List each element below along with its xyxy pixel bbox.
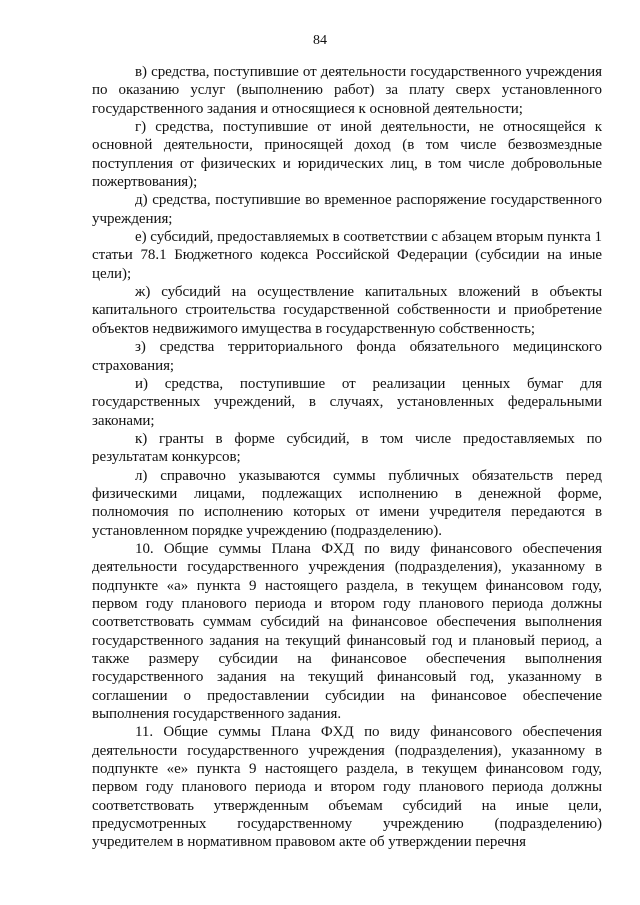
paragraph-item-zh: ж) субсидий на осуществление капитальных вложений в объекты капитального строительства государственной собственности и приобретение объектов недвижимого имущества в государственную собственность; [92, 284, 602, 337]
paragraph-section-10: 10. Общие суммы Плана ФХД по виду финансового обеспечения деятельности государственного учреждения (подразделения), указанному в подпункте «а» пункта 9 настоящего раздела, в текущем финансовом году, первом году планового периода и втором году планового периода должны соответствовать суммам субсидий на финансовое обеспечения выполнения государственного задания на текущий финансовый год и плановый период, а также размеру субсидии на финансовое обеспечения выполнения государственного задания на текущий финансовый год, указанному в соглашении о предоставлении субсидии на финансовое обеспечение выполнения государственного задания. [92, 540, 602, 723]
paragraph-item-d: д) средства, поступившие во временное распоряжение государственного учреждения; [92, 192, 602, 227]
paragraph-section-11: 11. Общие суммы Плана ФХД по виду финансового обеспечения деятельности государственного учреждения (подразделения), указанному в подпункте «е» пункта 9 настоящего раздела, в текущем финансовом году, первом году планового периода и втором году планового периода должны соответствовать утвержденным объемам субсидий на иные цели, предусмотренных государственному учреждению (подразделению) учредителем в нормативном правовом акте об утверждении перечня [92, 724, 602, 851]
page-number: 84 [313, 33, 327, 48]
paragraph-item-e: е) субсидий, предоставляемых в соответствии с абзацем вторым пункта 1 статьи 78.1 Бюджетного кодекса Российской Федерации (субсидии на иные цели); [92, 229, 602, 282]
paragraph-item-z: з) средства территориального фонда обязательного медицинского страхования; [92, 339, 602, 374]
document-body [92, 63, 602, 852]
paragraph-item-k: к) гранты в форме субсидий, в том числе предоставляемых по результатам конкурсов; [92, 430, 602, 466]
paragraph-item-l: л) справочно указываются суммы публичных обязательств перед физическими лицами, подлежащих исполнению в денежной форме, полномочия по исполнению которых от имени учредителя передаются в установленном порядке учреждению (подразделению). [92, 467, 602, 539]
paragraph-item-g: г) средства, поступившие от иной деятельности, не относящейся к основной деятельности, приносящей доход (в том числе безвозмездные поступления от физических и юридических лиц, в том числе добровольные пожертвования); [92, 119, 602, 191]
paragraph-item-v: в) средства, поступившие от деятельности государственного учреждения по оказанию услуг (выполнению работ) за плату сверх установленного государственного задания и относящиеся к основной деятельности; [92, 64, 602, 117]
paragraph-item-i: и) средства, поступившие от реализации ценных бумаг для государственных учреждений, в случаях, установленных федеральными законами; [92, 375, 602, 429]
